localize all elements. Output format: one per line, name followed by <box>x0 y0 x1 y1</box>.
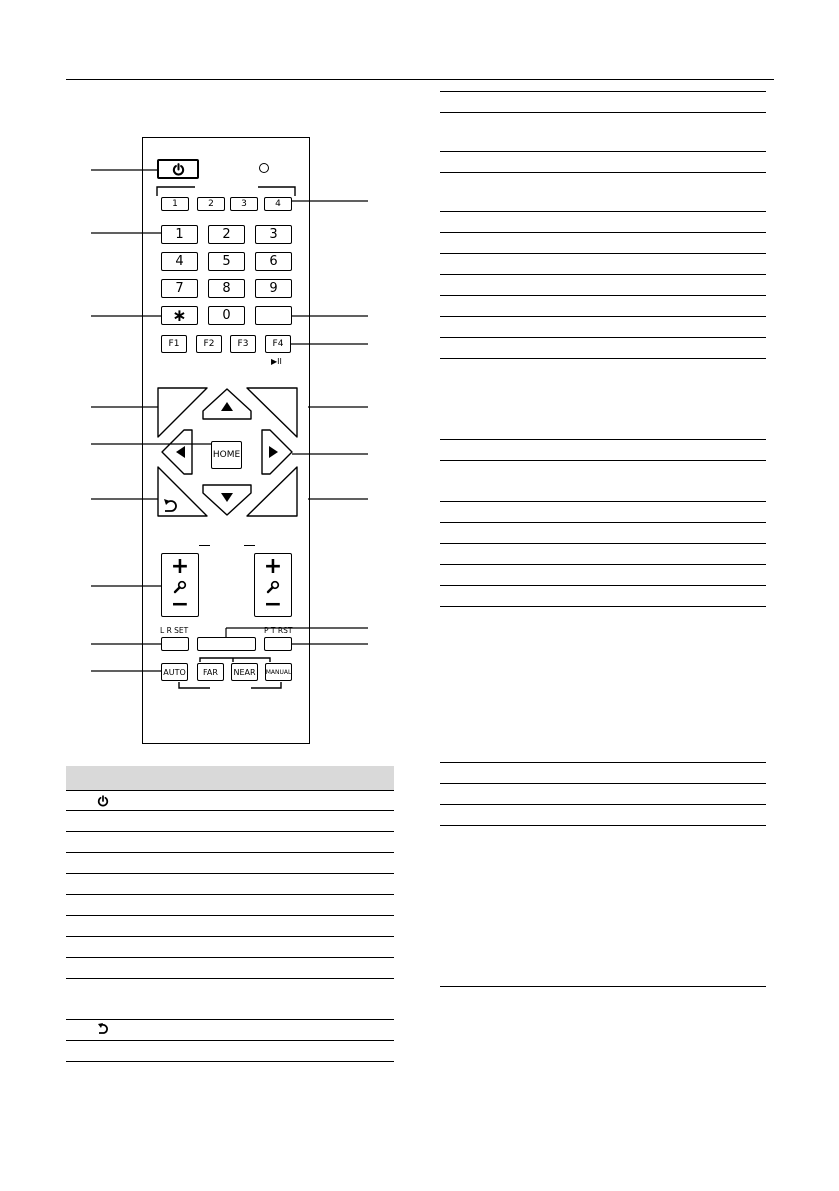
f3-button[interactable]: F3 <box>230 335 256 353</box>
zoom-minus-label: − <box>170 592 190 617</box>
table-row <box>440 606 766 607</box>
table-row <box>440 295 766 296</box>
number-5-button[interactable]: 5 <box>208 252 245 271</box>
table-bottom-rule <box>66 1061 394 1062</box>
table-row <box>440 804 766 805</box>
auto-focus-button[interactable]: AUTO <box>161 663 188 681</box>
focus-far-button[interactable]: FAR <box>197 663 224 681</box>
number-3-button[interactable]: 3 <box>255 225 292 244</box>
camera-select-2-button[interactable]: 2 <box>197 197 225 211</box>
number-0-button[interactable]: 0 <box>208 306 245 325</box>
table-row <box>66 894 394 895</box>
home-button[interactable]: HOME <box>211 441 242 469</box>
table-row <box>440 564 766 565</box>
number-8-button[interactable]: 8 <box>208 279 245 298</box>
number-2-button[interactable]: 2 <box>208 225 245 244</box>
power-icon <box>97 795 109 807</box>
table-row <box>440 543 766 544</box>
table-row <box>440 460 766 461</box>
table-top-rule <box>440 91 766 92</box>
table-row <box>440 112 766 113</box>
number-6-button[interactable]: 6 <box>255 252 292 271</box>
number-4-button[interactable]: 4 <box>161 252 198 271</box>
zoom-plus-label: + <box>170 554 190 579</box>
number-1-button[interactable]: 1 <box>161 225 198 244</box>
table-row <box>440 232 766 233</box>
number-7-button[interactable]: 7 <box>161 279 198 298</box>
camera-select-3-button[interactable]: 3 <box>230 197 258 211</box>
manual-focus-button[interactable]: MANUAL <box>265 663 292 681</box>
table-row <box>440 439 766 440</box>
table-row <box>440 253 766 254</box>
l-r-set-label: L R SET <box>160 626 189 635</box>
table-row <box>66 1019 394 1020</box>
camera-select-4-button[interactable]: 4 <box>264 197 292 211</box>
table-row <box>440 825 766 826</box>
zoom-minus-label: − <box>263 592 283 617</box>
table-row <box>440 274 766 275</box>
table-row <box>440 783 766 784</box>
table-row <box>66 790 394 791</box>
table-row <box>66 810 394 811</box>
back-arrow-icon <box>97 1022 111 1035</box>
table-row <box>66 852 394 853</box>
table-row <box>440 172 766 173</box>
f1-button[interactable]: F1 <box>161 335 187 353</box>
table-row <box>66 831 394 832</box>
camera-select-1-button[interactable]: 1 <box>161 197 189 211</box>
table-row <box>66 957 394 958</box>
table-row <box>66 873 394 874</box>
table-row <box>440 211 766 212</box>
table-top-rule <box>440 762 766 763</box>
f4-play-pause-label: ▶II <box>271 357 282 366</box>
table-row <box>66 915 394 916</box>
table-bottom-rule <box>440 986 766 987</box>
table-row <box>440 501 766 502</box>
table-row <box>440 316 766 317</box>
f2-button[interactable]: F2 <box>196 335 222 353</box>
zoom-plus-label: + <box>263 554 283 579</box>
table-row <box>440 358 766 359</box>
table-row <box>66 936 394 937</box>
table-row <box>66 978 394 979</box>
star-button[interactable]: ∗ <box>161 306 198 325</box>
p-t-rst-label: P T RST <box>264 626 293 635</box>
table-row <box>440 522 766 523</box>
f4-button[interactable]: F4 <box>265 335 291 353</box>
table-row <box>440 151 766 152</box>
table-row <box>440 585 766 586</box>
left-table-header <box>66 766 394 790</box>
table-row <box>440 337 766 338</box>
table-row <box>66 1040 394 1041</box>
focus-near-button[interactable]: NEAR <box>231 663 258 681</box>
number-9-button[interactable]: 9 <box>255 279 292 298</box>
